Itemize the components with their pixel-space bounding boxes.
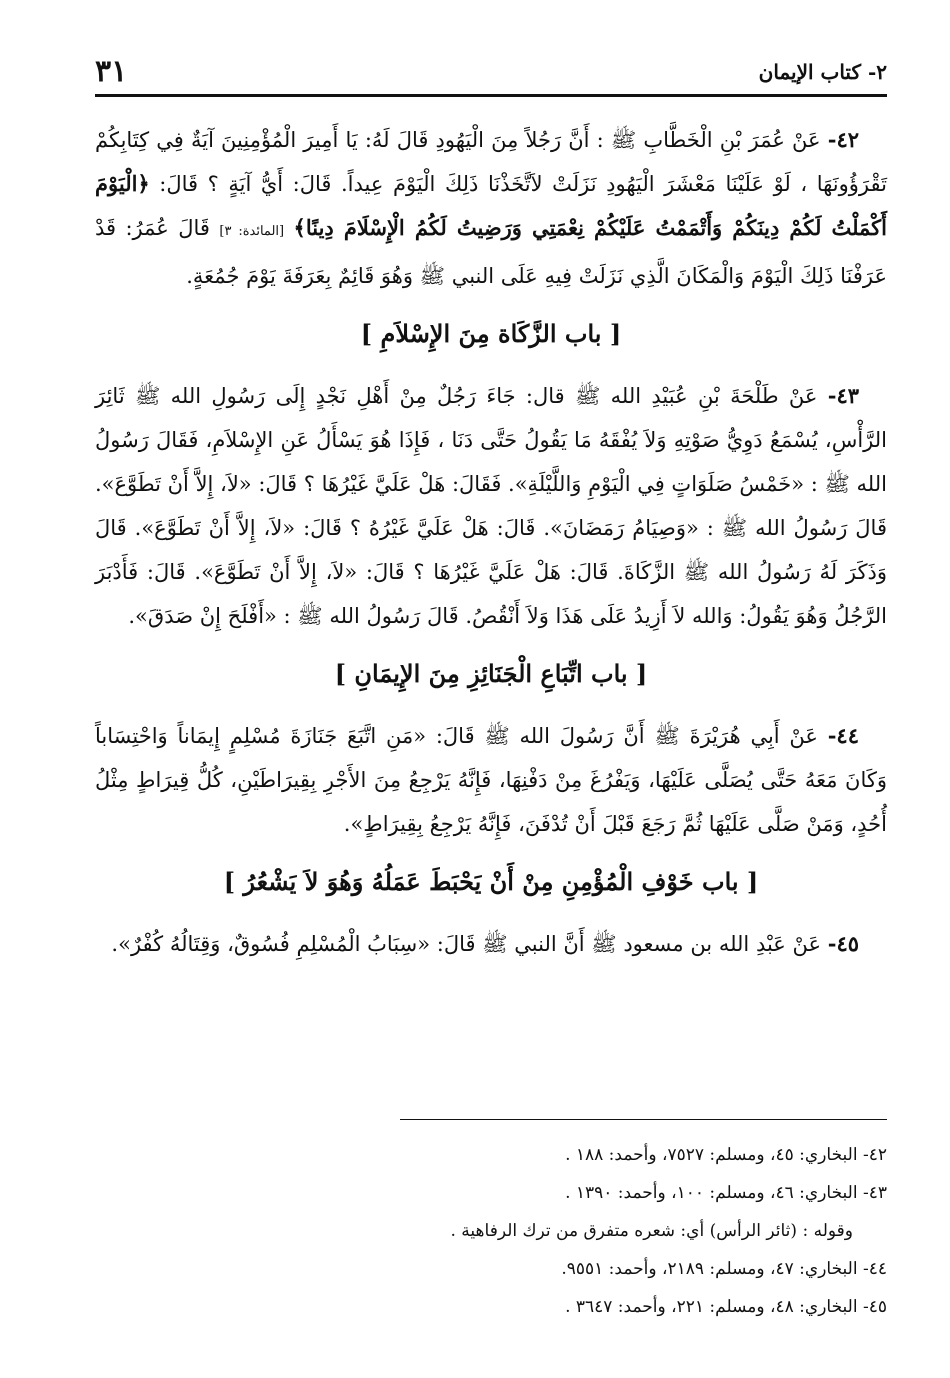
hadith-text-continued: قَالَ عُمَرُ: قَدْ عَرَفْنَا ذَلِكَ الْيَوْمَ وَالْمَكَانَ الَّذِي نَزَلَتْ فِيهِ عَلَى النبي ﷺ وَهُوَ قَائِمٌ بِعَرَفَةَ يَوْمَ جُمُعَةٍ. bbox=[95, 216, 887, 288]
hadith-text: عَنْ طَلْحَةَ بْنِ عُبَيْدِ الله ﷺ قال: جَاءَ رَجُلٌ مِنْ أَهْلِ نَجْدٍ إِلَى رَسُولِ الله ﷺ ثَائِرَ الرَّأْسِ، يُسْمَعُ دَوِيُّ صَوْتِهِ وَلاَ يُفْقَهُ مَا يَقُولُ حَتَّى دَنَا ، فَإِذَا هُوَ يَسْأَلُ عَنِ الإِسْلاَمِ، فَقَالَ رَسُولُ الله ﷺ : «خَمْسُ صَلَوَاتٍ فِي الْيَوْمِ وَاللَّيْلَةِ». فَقَالَ: هَلْ عَلَيَّ غَيْرُهَا ؟ قَالَ: «لاَ، إِلاَّ أَنْ تَطَوَّعَ». قَالَ رَسُولُ الله ﷺ : «وَصِيَامُ رَمَضَانَ». قَالَ: هَلْ عَلَيَّ غَيْرُهُ ؟ قَالَ: «لاَ، إِلاَّ أَنْ تَطَوَّعَ». قَالَ وَذَكَرَ لَهُ رَسُولُ الله ﷺ الزَّكَاةَ. قَالَ: هَلْ عَلَيَّ غَيْرُهَا ؟ قَالَ: «لاَ، إِلاَّ أَنْ تَطَوَّعَ». قَالَ: فَأَدْبَرَ الرَّجُلُ وَهُوَ يَقُولُ: وَالله لاَ أَزِيدُ عَلَى هَذَا وَلاَ أَنْقُصُ. قَالَ رَسُولُ الله ﷺ : «أَفْلَحَ إِنْ صَدَقَ». bbox=[94, 384, 887, 628]
hadith-44 bbox=[95, 714, 887, 846]
page-header bbox=[95, 50, 887, 94]
hadith-number: ٤٣- bbox=[827, 383, 859, 408]
chapter-heading-khawf: [ باب خَوْفِ الْمُؤْمِنِ مِنْ أَنْ يَحْبَطَ عَمَلُهُ وَهُوَ لاَ يَشْعُرُ ] bbox=[223, 867, 759, 896]
hadith-number: ٤٢- bbox=[827, 127, 859, 152]
footnote-43-note: وقوله : (ثائر الرأس) أي: شعره متفرق من ترك الرفاهية . bbox=[450, 1221, 853, 1241]
footnotes bbox=[95, 1136, 887, 1326]
hadith-45 bbox=[95, 922, 887, 966]
footnote-42: ٤٢- البخاري: ٤٥، ومسلم: ٧٥٢٧، وأحمد: ١٨٨ . bbox=[565, 1145, 887, 1165]
hadith-number: ٤٤- bbox=[827, 723, 859, 748]
hadith-text: عَنْ عُمَرَ بْنِ الْخَطَّابِ ﷺ : أَنَّ رَجُلاً مِنَ الْيَهُودِ قَالَ لَهُ: يَا أَمِيرَ الْمُؤْمِنِينَ آيَةٌ فِي كِتَابِكُمْ تَقْرَؤُونَهَا ، لَوْ عَلَيْنَا مَعْشَرَ الْيَهُودِ نَزَلَتْ لاَتَّخَذْنَا ذَلِكَ الْيَوْمَ عِيداً. قَالَ: أَيُّ آيَةٍ ؟ قَالَ: bbox=[95, 128, 887, 196]
footnote-43: ٤٣- البخاري: ٤٦، ومسلم: ١٠٠، وأحمد: ١٣٩٠ . bbox=[565, 1183, 887, 1203]
footnote-45: ٤٥- البخاري: ٤٨، ومسلم: ٢٢١، وأحمد: ٣٦٤٧ . bbox=[565, 1297, 887, 1317]
header-rule bbox=[95, 94, 887, 97]
chapter-heading-zakat: [ باب الزَّكَاة مِنَ الإِسْلاَمِ ] bbox=[360, 319, 622, 348]
quran-reference: [المائدة: ٣] bbox=[219, 224, 285, 239]
hadith-text: عَنْ عَبْدِ الله بن مسعود ﷺ أَنَّ النبي ﷺ قَالَ: «سِبَابُ الْمُسْلِمِ فُسُوقٌ، وَقِتَالُهُ كُفْرٌ». bbox=[111, 932, 822, 956]
running-title: ٢- كتاب الإيمان bbox=[758, 60, 887, 84]
page-number: ٣١ bbox=[95, 54, 128, 89]
hadith-42 bbox=[95, 118, 887, 298]
hadith-43 bbox=[95, 374, 887, 638]
footnote-rule bbox=[400, 1119, 887, 1120]
main-text bbox=[95, 118, 887, 980]
footnote-44: ٤٤- البخاري: ٤٧، ومسلم: ٢١٨٩، وأحمد: ٩٥٥١. bbox=[561, 1259, 887, 1279]
quran-verse: ﴿الْيَوْمَ أَكْمَلْتُ لَكُمْ دِينَكُمْ وَأَتْمَمْتُ عَلَيْكُمْ نِعْمَتِي وَرَضِيتُ لَكُمُ الْإِسْلَامَ دِينًا﴾ bbox=[95, 171, 887, 240]
hadith-number: ٤٥- bbox=[827, 931, 859, 956]
chapter-heading-janaiz: [ باب اتِّبَاعِ الْجَنَائِزِ مِنَ الإِيمَانِ ] bbox=[334, 659, 648, 688]
hadith-text: عَنْ أَبِي هُرَيْرَةَ ﷺ أَنَّ رَسُولَ الله ﷺ قَالَ: «مَنِ اتَّبَعَ جَنَازَةَ مُسْلِمٍ إِيمَاناً وَاحْتِسَاباً وَكَانَ مَعَهُ حَتَّى يُصَلَّى عَلَيْهَا، وَيَفْرُغَ مِنْ دَفْنِهَا، فَإِنَّهُ يَرْجِعُ مِنَ الأَجْرِ بِقِيرَاطَيْنِ، كُلُّ قِيرَاطٍ مِثْلُ أُحُدٍ، وَمَنْ صَلَّى عَلَيْهَا ثُمَّ رَجَعَ قَبْلَ أَنْ تُدْفَنَ، فَإِنَّهُ يَرْجِعُ بِقِيرَاطٍ». bbox=[95, 724, 887, 836]
